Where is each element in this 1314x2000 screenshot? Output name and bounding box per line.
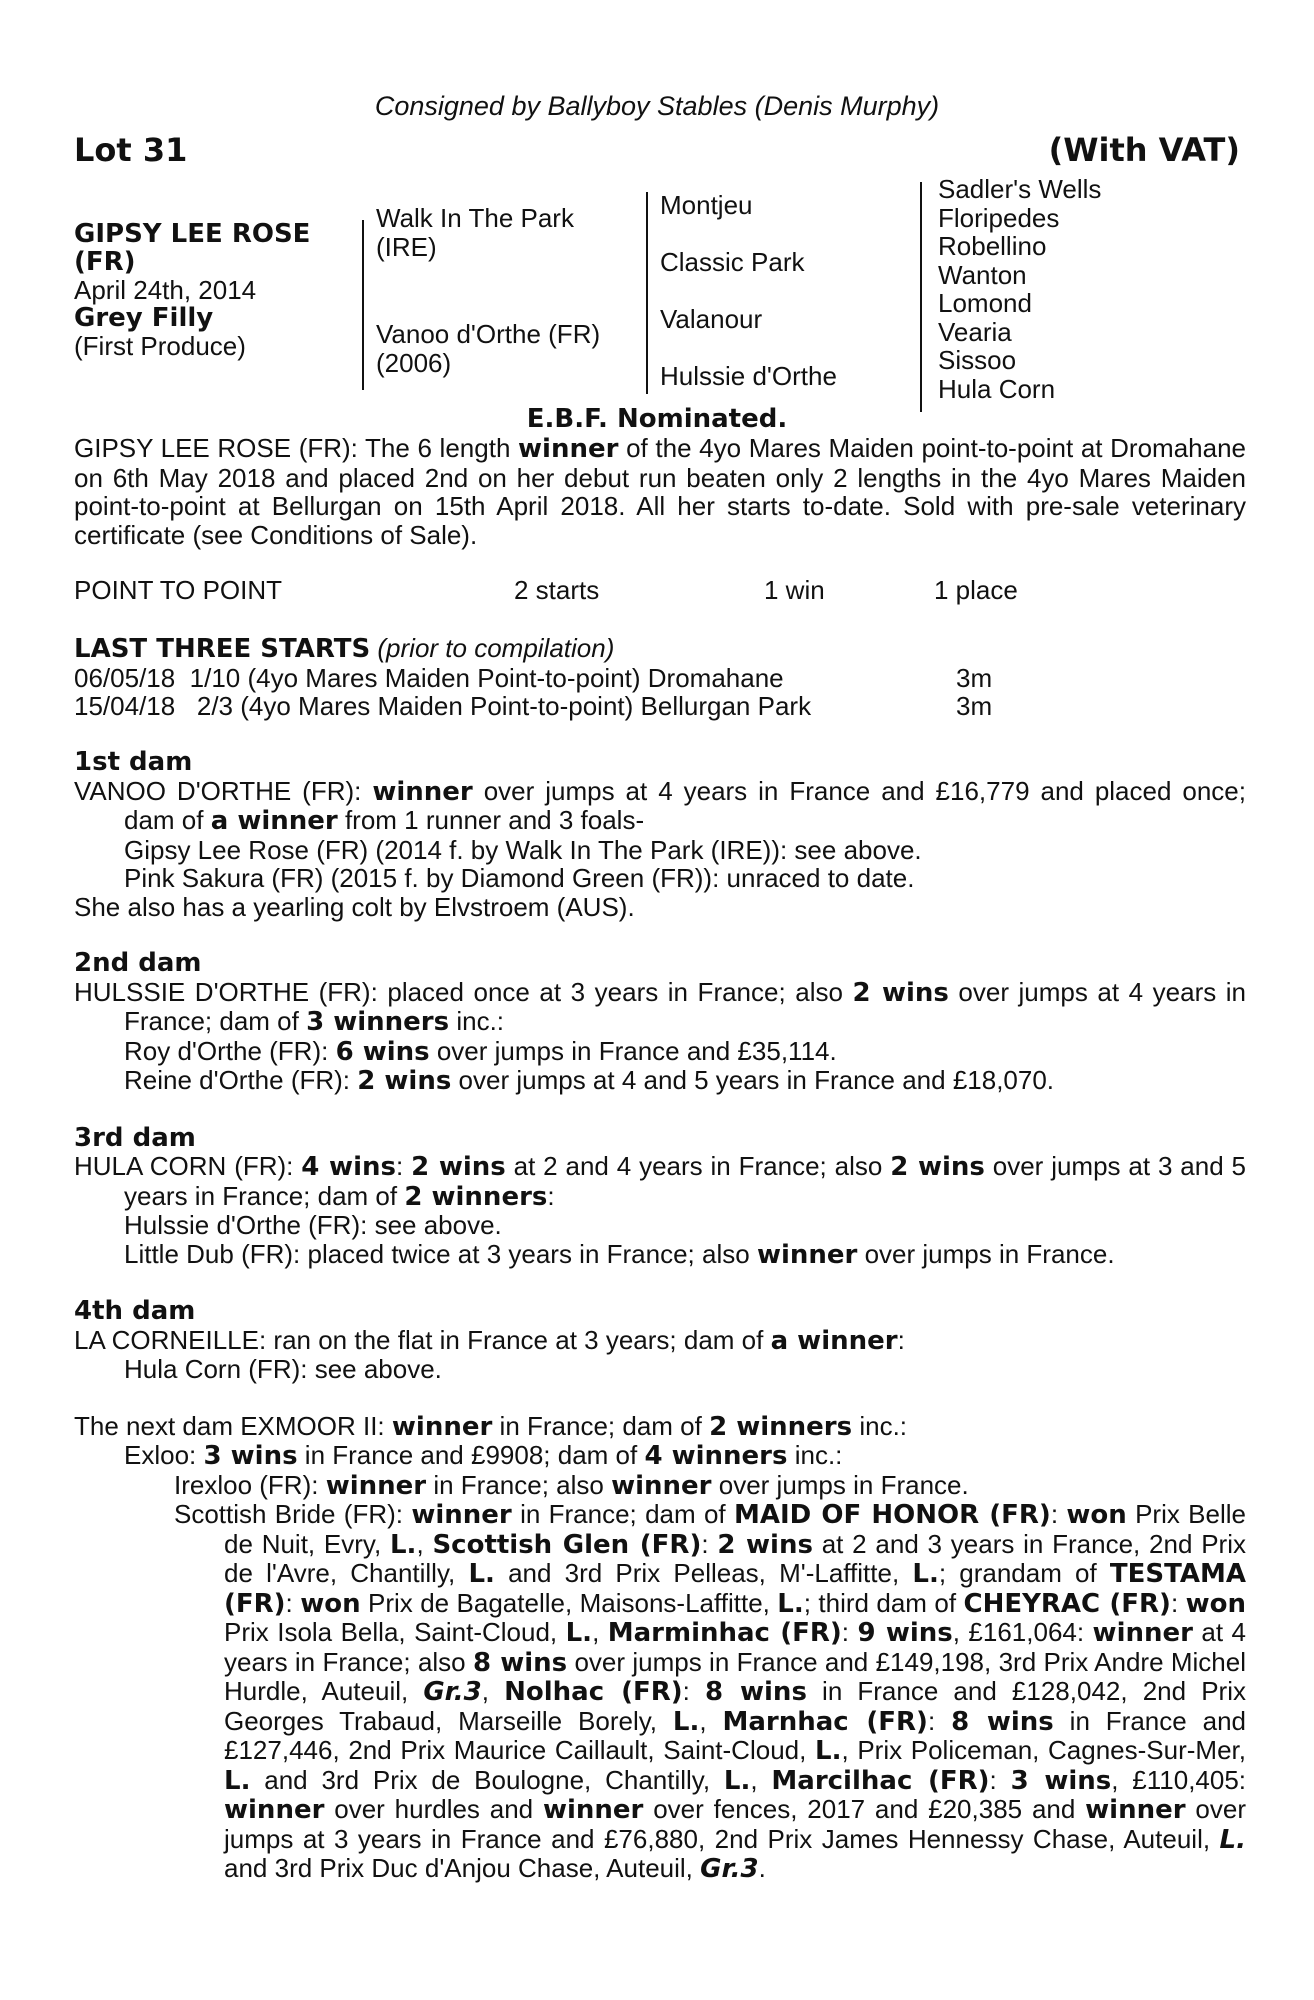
vat-note: (With VAT) [1048, 131, 1240, 169]
text-segment: TESTAMA (FR) [224, 1559, 1246, 1619]
record-places: 1 place [934, 575, 1018, 605]
text-segment: in France and £128,042, 2nd Prix Georges Trabaud, Marseille Borely, [224, 1676, 1246, 1736]
text-segment: Nolhac (FR) [504, 1677, 683, 1707]
great-grandparent: Sadler's Wells [938, 174, 1102, 204]
horse-name-suffix: (FR) [74, 247, 136, 277]
dam: Vanoo d'Orthe (FR) [376, 319, 601, 349]
text-segment: and 3rd Prix Duc d'Anjou Chase, Auteuil, [224, 1853, 701, 1883]
dam3-text: HULA CORN (FR): 4 wins: 2 wins at 2 and 4 years in France; also 2 wins over jumps at 3 and 5 years in France; dam of 2 winners: [74, 1151, 1246, 1212]
start-row: 15/04/18 2/3 (4yo Mares Maiden Point-to-point) Bellurgan Park 3m [74, 691, 993, 721]
text-segment: . [758, 1853, 766, 1883]
dam2-heading: 2nd dam [74, 948, 202, 978]
text-segment: CHEYRAC (FR) [963, 1588, 1171, 1619]
text-segment: : [682, 1676, 705, 1706]
start-row: 06/05/18 1/10 (4yo Mares Maiden Point-to-point) Dromahane 3m [74, 662, 993, 693]
text-segment: : [701, 1528, 718, 1559]
dam4-heading: 4th dam [74, 1296, 196, 1326]
grandsire-paternal: Montjeu [660, 190, 753, 220]
text-segment: 2 wins [717, 1529, 813, 1560]
text-segment: winner [542, 1795, 644, 1825]
pedigree-divider [646, 192, 648, 394]
text-segment: : [285, 1587, 301, 1618]
great-grandparent: Vearia [938, 317, 1012, 347]
text-segment: Marcilhac (FR) [771, 1765, 990, 1796]
horse-name: GIPSY LEE ROSE [74, 219, 311, 249]
dam3-runner: Hulssie d'Orthe (FR): see above. [124, 1210, 502, 1240]
text-segment: ; third dam of [803, 1587, 964, 1618]
text-segment: at 4 years in France; also [224, 1617, 1247, 1677]
horse-sex: Grey Filly [74, 303, 214, 333]
text-segment: : [927, 1705, 952, 1736]
text-segment: Scottish Bride (FR): [174, 1499, 412, 1529]
consignor-line: Consigned by Ballyboy Stables (Denis Murphy) [374, 91, 940, 121]
dam2-text: HULSSIE D'ORTHE (FR): placed once at 3 years in France; also 2 wins over jumps at 4 years in France; dam of 3 winners inc.: [74, 976, 1247, 1037]
text-segment: : [989, 1764, 1011, 1795]
text-segment: Gr.3 [700, 1854, 759, 1884]
text-segment: L. [1219, 1824, 1246, 1855]
text-segment: over jumps at 3 years in France and £76,880, 2nd Prix James Hennessy Chase, Auteuil, [224, 1794, 1246, 1854]
text-segment: winner [1092, 1618, 1193, 1648]
granddam-paternal: Classic Park [660, 247, 805, 277]
text-segment: Marminhac (FR) [607, 1618, 842, 1648]
grandsire-maternal: Valanour [660, 304, 763, 334]
dams-section [74, 720, 1246, 1884]
text-segment: , £161,064: [952, 1617, 1093, 1647]
text-segment: won [1066, 1500, 1127, 1530]
text-segment: : [1170, 1587, 1186, 1618]
text-segment: winner [224, 1795, 325, 1825]
text-segment: L. [777, 1588, 804, 1619]
text-segment: Prix Belle de Nuit, Evry, [224, 1499, 1246, 1559]
last-starts-heading: LAST THREE STARTS [74, 634, 371, 664]
granddam-maternal: Hulssie d'Orthe [660, 361, 837, 391]
next-dam-runner: Exloo: 3 wins in France and £9908; dam of 4 winners inc.: [124, 1440, 843, 1471]
text-segment: , [416, 1528, 433, 1559]
dam1-heading: 1st dam [74, 747, 193, 777]
dam3-heading: 3rd dam [74, 1122, 196, 1153]
race-summary: GIPSY LEE ROSE (FR): The 6 length winner of the 4yo Mares Maiden point-to-point at Dromahane on 6th May 2018 and placed 2nd on her debut run beaten only 2 lengths in the 4yo Mares Maiden point-to-point at Bellurgan on 15th April 2018. All her starts to-date. Sold with pre-sale veterinary certificate (see Conditions of Sale). [74, 433, 1246, 550]
text-segment: and 3rd Prix de Boulogne, Chantilly, [250, 1764, 724, 1795]
ebf-nominated: E.B.F. Nominated. [526, 404, 788, 434]
dam3-runner: Little Dub (FR): placed twice at 3 years in France; also winner over jumps in France. [124, 1238, 1115, 1270]
next-dam-descendant: Irexloo (FR): winner in France; also winner over jumps in France. [174, 1469, 969, 1501]
foaling-date: April 24th, 2014 [74, 275, 257, 305]
dam4-runner: Hula Corn (FR): see above. [124, 1354, 442, 1384]
lot-number: Lot 31 [74, 131, 188, 169]
text-segment: Prix Isola Bella, Saint-Cloud, [224, 1617, 566, 1647]
dam2-runner: Roy d'Orthe (FR): 6 wins over jumps in France and £35,114. [124, 1035, 837, 1067]
produce-note: (First Produce) [74, 331, 246, 361]
text-segment: winner [411, 1500, 512, 1530]
record-label: POINT TO POINT [74, 575, 283, 605]
text-segment: : [841, 1617, 858, 1647]
text-segment: 3 wins [1010, 1765, 1112, 1796]
great-grandparent: Sissoo [938, 345, 1017, 375]
text-segment: 8 wins [472, 1647, 568, 1678]
great-grandparent: Hula Corn [938, 374, 1056, 404]
pedigree-divider [362, 220, 364, 390]
dam2-runner: Reine d'Orthe (FR): 2 wins over jumps at 4 and 5 years in France and £18,070. [124, 1065, 1055, 1096]
text-segment: L. [815, 1736, 842, 1766]
scottish-bride-text [74, 1500, 1246, 1884]
text-segment: and 3rd Prix Pelleas, M'-Laffitte, [494, 1558, 913, 1588]
text-segment: 8 wins [951, 1706, 1054, 1737]
text-segment: , [699, 1705, 723, 1736]
dam1-foal: Gipsy Lee Rose (FR) (2014 f. by Walk In The Park (IRE)): see above. [124, 834, 922, 865]
text-segment: : [1050, 1499, 1067, 1529]
dam1-text: VANOO D'ORTHE (FR): winner over jumps at 4 years in France and £16,779 and placed once; dam of a winner from 1 runner and 3 foals- [74, 775, 1246, 836]
text-segment: , [750, 1764, 772, 1795]
last-starts-section [74, 634, 1246, 721]
text-segment: over fences, 2017 and £20,385 and [643, 1794, 1086, 1824]
text-segment: 8 wins [704, 1677, 807, 1707]
text-segment: 9 wins [857, 1618, 953, 1648]
text-segment: in France; dam of [511, 1499, 734, 1529]
great-grandparent: Robellino [938, 231, 1047, 261]
text-segment: , [592, 1617, 608, 1647]
text-segment: MAID OF HONOR (FR) [733, 1500, 1051, 1530]
last-starts-subheading: (prior to compilation) [370, 633, 615, 663]
dam-year: (2006) [376, 348, 452, 378]
text-segment: L. [672, 1706, 700, 1737]
text-segment: L. [468, 1559, 495, 1589]
text-segment: won [300, 1588, 361, 1619]
text-segment: in France and £127,446, 2nd Prix Maurice Caillault, Saint-Cloud, [224, 1705, 1246, 1765]
text-segment: L. [723, 1765, 751, 1796]
dam4-text: LA CORNEILLE: ran on the flat in France at 3 years; dam of a winner: [74, 1324, 905, 1356]
dam1-yearling: She also has a yearling colt by Elvstroem (AUS). [74, 891, 635, 922]
text-segment: L. [224, 1765, 251, 1796]
text-segment: , £110,405: [1111, 1764, 1247, 1795]
text-segment: Prix de Bagatelle, Maisons-Laffitte, [360, 1587, 778, 1618]
next-dam-text: The next dam EXMOOR II: winner in France; dam of 2 winners inc.: [74, 1410, 908, 1442]
sire-origin: (IRE) [376, 232, 437, 262]
text-segment: Marnhac (FR) [722, 1706, 928, 1737]
text-segment: ; grandam of [938, 1558, 1110, 1588]
great-grandparent: Floripedes [938, 203, 1060, 233]
text-segment: L. [565, 1618, 593, 1648]
text-segment: Gr.3 [423, 1677, 482, 1707]
great-grandparent: Wanton [938, 260, 1027, 290]
text-segment: over jumps in France and £149,198, 3rd Prix Andre Michel Hurdle, Auteuil, [224, 1646, 1246, 1706]
text-segment: L. [389, 1529, 417, 1560]
text-segment: winner [1085, 1795, 1186, 1825]
text-segment: won [1185, 1588, 1246, 1619]
text-segment: , [481, 1676, 505, 1706]
pedigree-divider [920, 182, 922, 412]
text-segment: over hurdles and [324, 1794, 543, 1824]
text-segment: at 2 and 3 years in France, 2nd Prix de l'Avre, Chantilly, [224, 1528, 1246, 1588]
racing-record [74, 576, 1246, 606]
text-segment: Scottish Glen (FR) [432, 1529, 702, 1560]
text-segment: L. [912, 1559, 939, 1589]
sire: Walk In The Park [376, 203, 574, 233]
record-wins: 1 win [764, 575, 825, 605]
great-grandparent: Lomond [938, 288, 1032, 318]
record-starts: 2 starts [514, 575, 600, 605]
text-segment: , Prix Policeman, Cagnes-Sur-Mer, [841, 1735, 1246, 1765]
dam1-foal: Pink Sakura (FR) (2015 f. by Diamond Green (FR)): unraced to date. [124, 863, 915, 893]
